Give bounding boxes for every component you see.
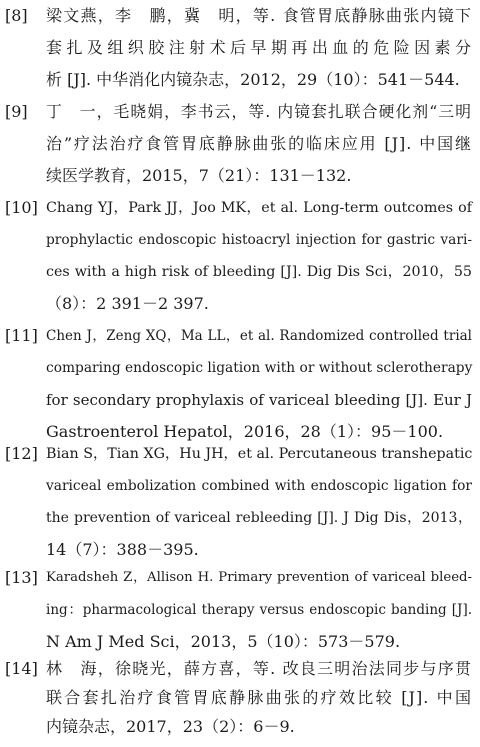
reference-line: 析 [J]. 中华消化内镜杂志，2012，29（10）：541－544.	[46, 70, 460, 89]
reference-number: [11]	[5, 326, 38, 345]
reference-line: prophylactic endoscopic histoacryl injection for gastric vari-	[46, 232, 472, 248]
reference-line: the prevention of variceal rebleeding [J]. J Dig Dis，2013，	[46, 510, 472, 526]
reference-number: [12]	[5, 444, 38, 463]
reference-line: Chang YJ，Park JJ，Joo MK，et al. Long-term outcomes of	[46, 200, 472, 216]
reference-line: （8）：2 391－2 397.	[46, 294, 209, 313]
reference-line: 丁 一，毛晓娟，李书云，等. 内镜套扎联合硬化剂“三明	[46, 102, 472, 121]
reference-line: Karadsheh Z，Allison H. Primary prevention of variceal bleed-	[46, 570, 472, 585]
reference-line: ing：pharmacological therapy versus endoscopic banding [J].	[46, 602, 472, 618]
reference-line: 套扎及组织胶注射术后早期再出血的危险因素分	[46, 38, 472, 57]
reference-line: 治”疗法治疗食管胃底静脉曲张的临床应用 [J]. 中国继	[46, 134, 472, 153]
reference-line: ces with a high risk of bleeding [J]. Dig Dis Sci，2010，55	[46, 264, 472, 280]
reference-line: 14（7）：388－395.	[46, 540, 199, 559]
reference-line: 内镜杂志，2017，23（2）：6－9.	[46, 717, 295, 736]
reference-line: variceal embolization combined with endoscopic ligation for	[46, 478, 472, 494]
reference-line: 梁文燕，李 鹏，冀 明，等. 食管胃底静脉曲张内镜下	[46, 6, 472, 25]
reference-line: for secondary prophylaxis of variceal bleeding [J]. Eur J	[46, 391, 472, 409]
reference-number: [8]	[5, 6, 28, 25]
reference-number: [13]	[5, 568, 38, 587]
reference-line: Gastroenterol Hepatol，2016，28（1）：95－100.	[46, 422, 444, 441]
reference-number: [9]	[5, 102, 28, 121]
reference-number: [10]	[5, 198, 38, 217]
reference-line: comparing endoscopic ligation with or without sclerotherapy	[46, 360, 473, 376]
reference-line: 联合套扎治疗食管胃底静脉曲张的疗效比较 [J]. 中国	[46, 688, 472, 707]
reference-line: Chen J，Zeng XQ，Ma LL，et al. Randomized controlled trial	[46, 328, 472, 344]
reference-line: Bian S，Tian XG，Hu JH，et al. Percutaneous transhepatic	[46, 446, 473, 462]
reference-line: 林 海，徐晓光，薛方喜，等. 改良三明治法同步与序贯	[46, 659, 472, 678]
reference-line: 续医学教育，2015，7（21）：131－132.	[46, 166, 352, 185]
reference-line: N Am J Med Sci，2013，5（10）：573－579.	[46, 632, 401, 651]
reference-number: [14]	[5, 659, 38, 678]
